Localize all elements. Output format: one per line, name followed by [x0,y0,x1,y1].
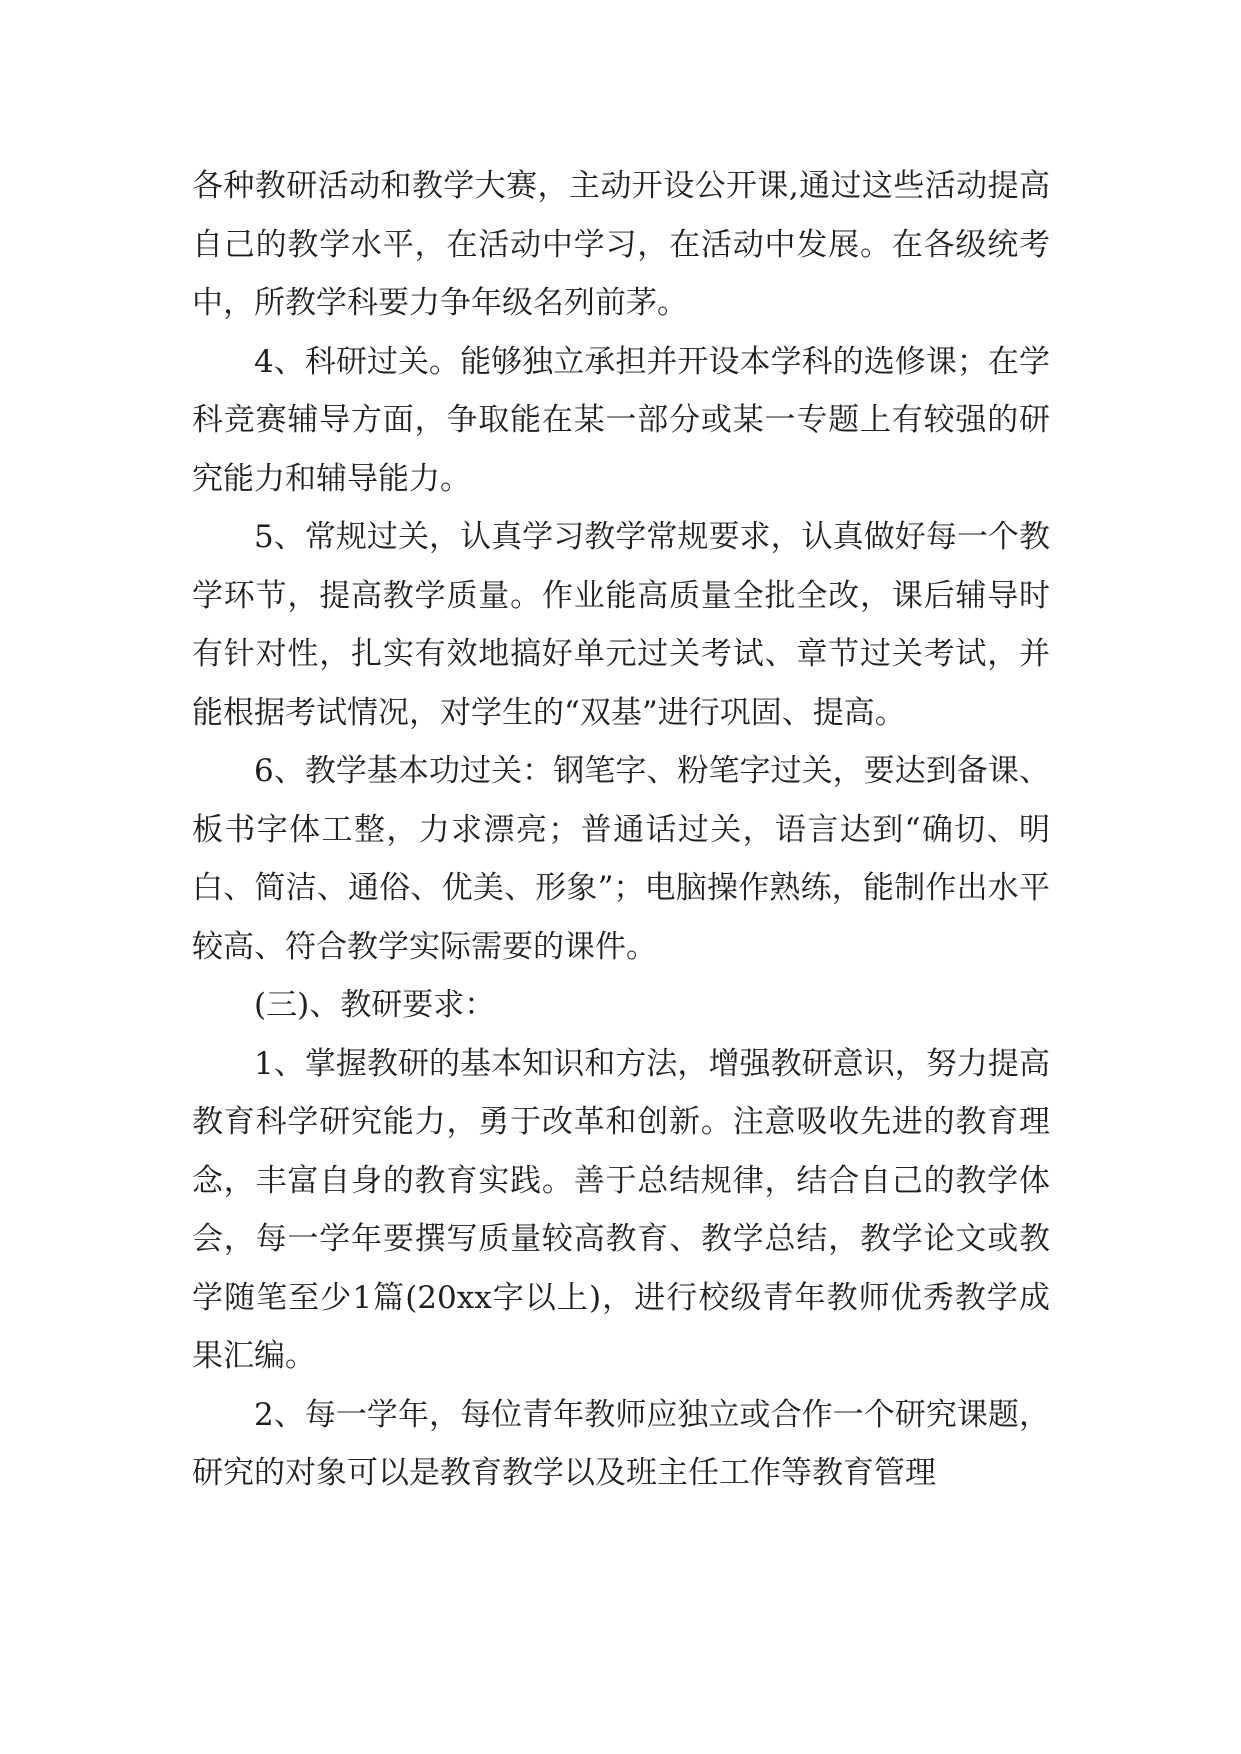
paragraph-research-item-2: 2、每一学年，每位青年教师应独立或合作一个研究课题，研究的对象可以是教育教学以及班主任工作等教育管理 [192,1396,1050,1491]
paragraph-item-4: 4、科研过关。能够独立承担并开设本学科的选修课；在学科竞赛辅导方面，争取能在某一部分或某一专题上有较强的研究能力和辅导能力。 [192,343,1050,497]
paragraph-research-item-1: 1、掌握教研的基本知识和方法，增强教研意识，努力提高教育科学研究能力，勇于改革和创新。注意吸收先进的教育理念，丰富自身的教育实践。善于总结规律，结合自己的教学体会，每一学年要撰写质量较高教育、教学总结，教学论文或教学随笔至少1篇(20xx字以上)，进行校级青年教师优秀教学成果汇编。 [192,1045,1050,1374]
paragraph-item-6: 6、教学基本功过关：钢笔字、粉笔字过关，要达到备课、板书字体工整，力求漂亮；普通话过关，语言达到“确切、明白、简洁、通俗、优美、形象”；电脑操作熟练，能制作出水平较高、符合教学实际需要的课件。 [192,753,1050,965]
paragraph-continuation: 各种教研活动和教学大赛，主动开设公开课,通过这些活动提高自己的教学水平，在活动中学习，在活动中发展。在各级统考中，所教学科要力争年级名列前茅。 [192,168,1050,321]
section-heading-research-requirements: (三)、教研要求： [254,987,496,1023]
paragraph-item-5: 5、常规过关，认真学习教学常规要求，认真做好每一个教学环节，提高教学质量。作业能高质量全批全改，课后辅导时有针对性，扎实有效地搞好单元过关考试、章节过关考试，并能根据考试情况，对学生的“双基”进行巩固、提高。 [192,519,1050,731]
document-body [192,157,1050,1503]
